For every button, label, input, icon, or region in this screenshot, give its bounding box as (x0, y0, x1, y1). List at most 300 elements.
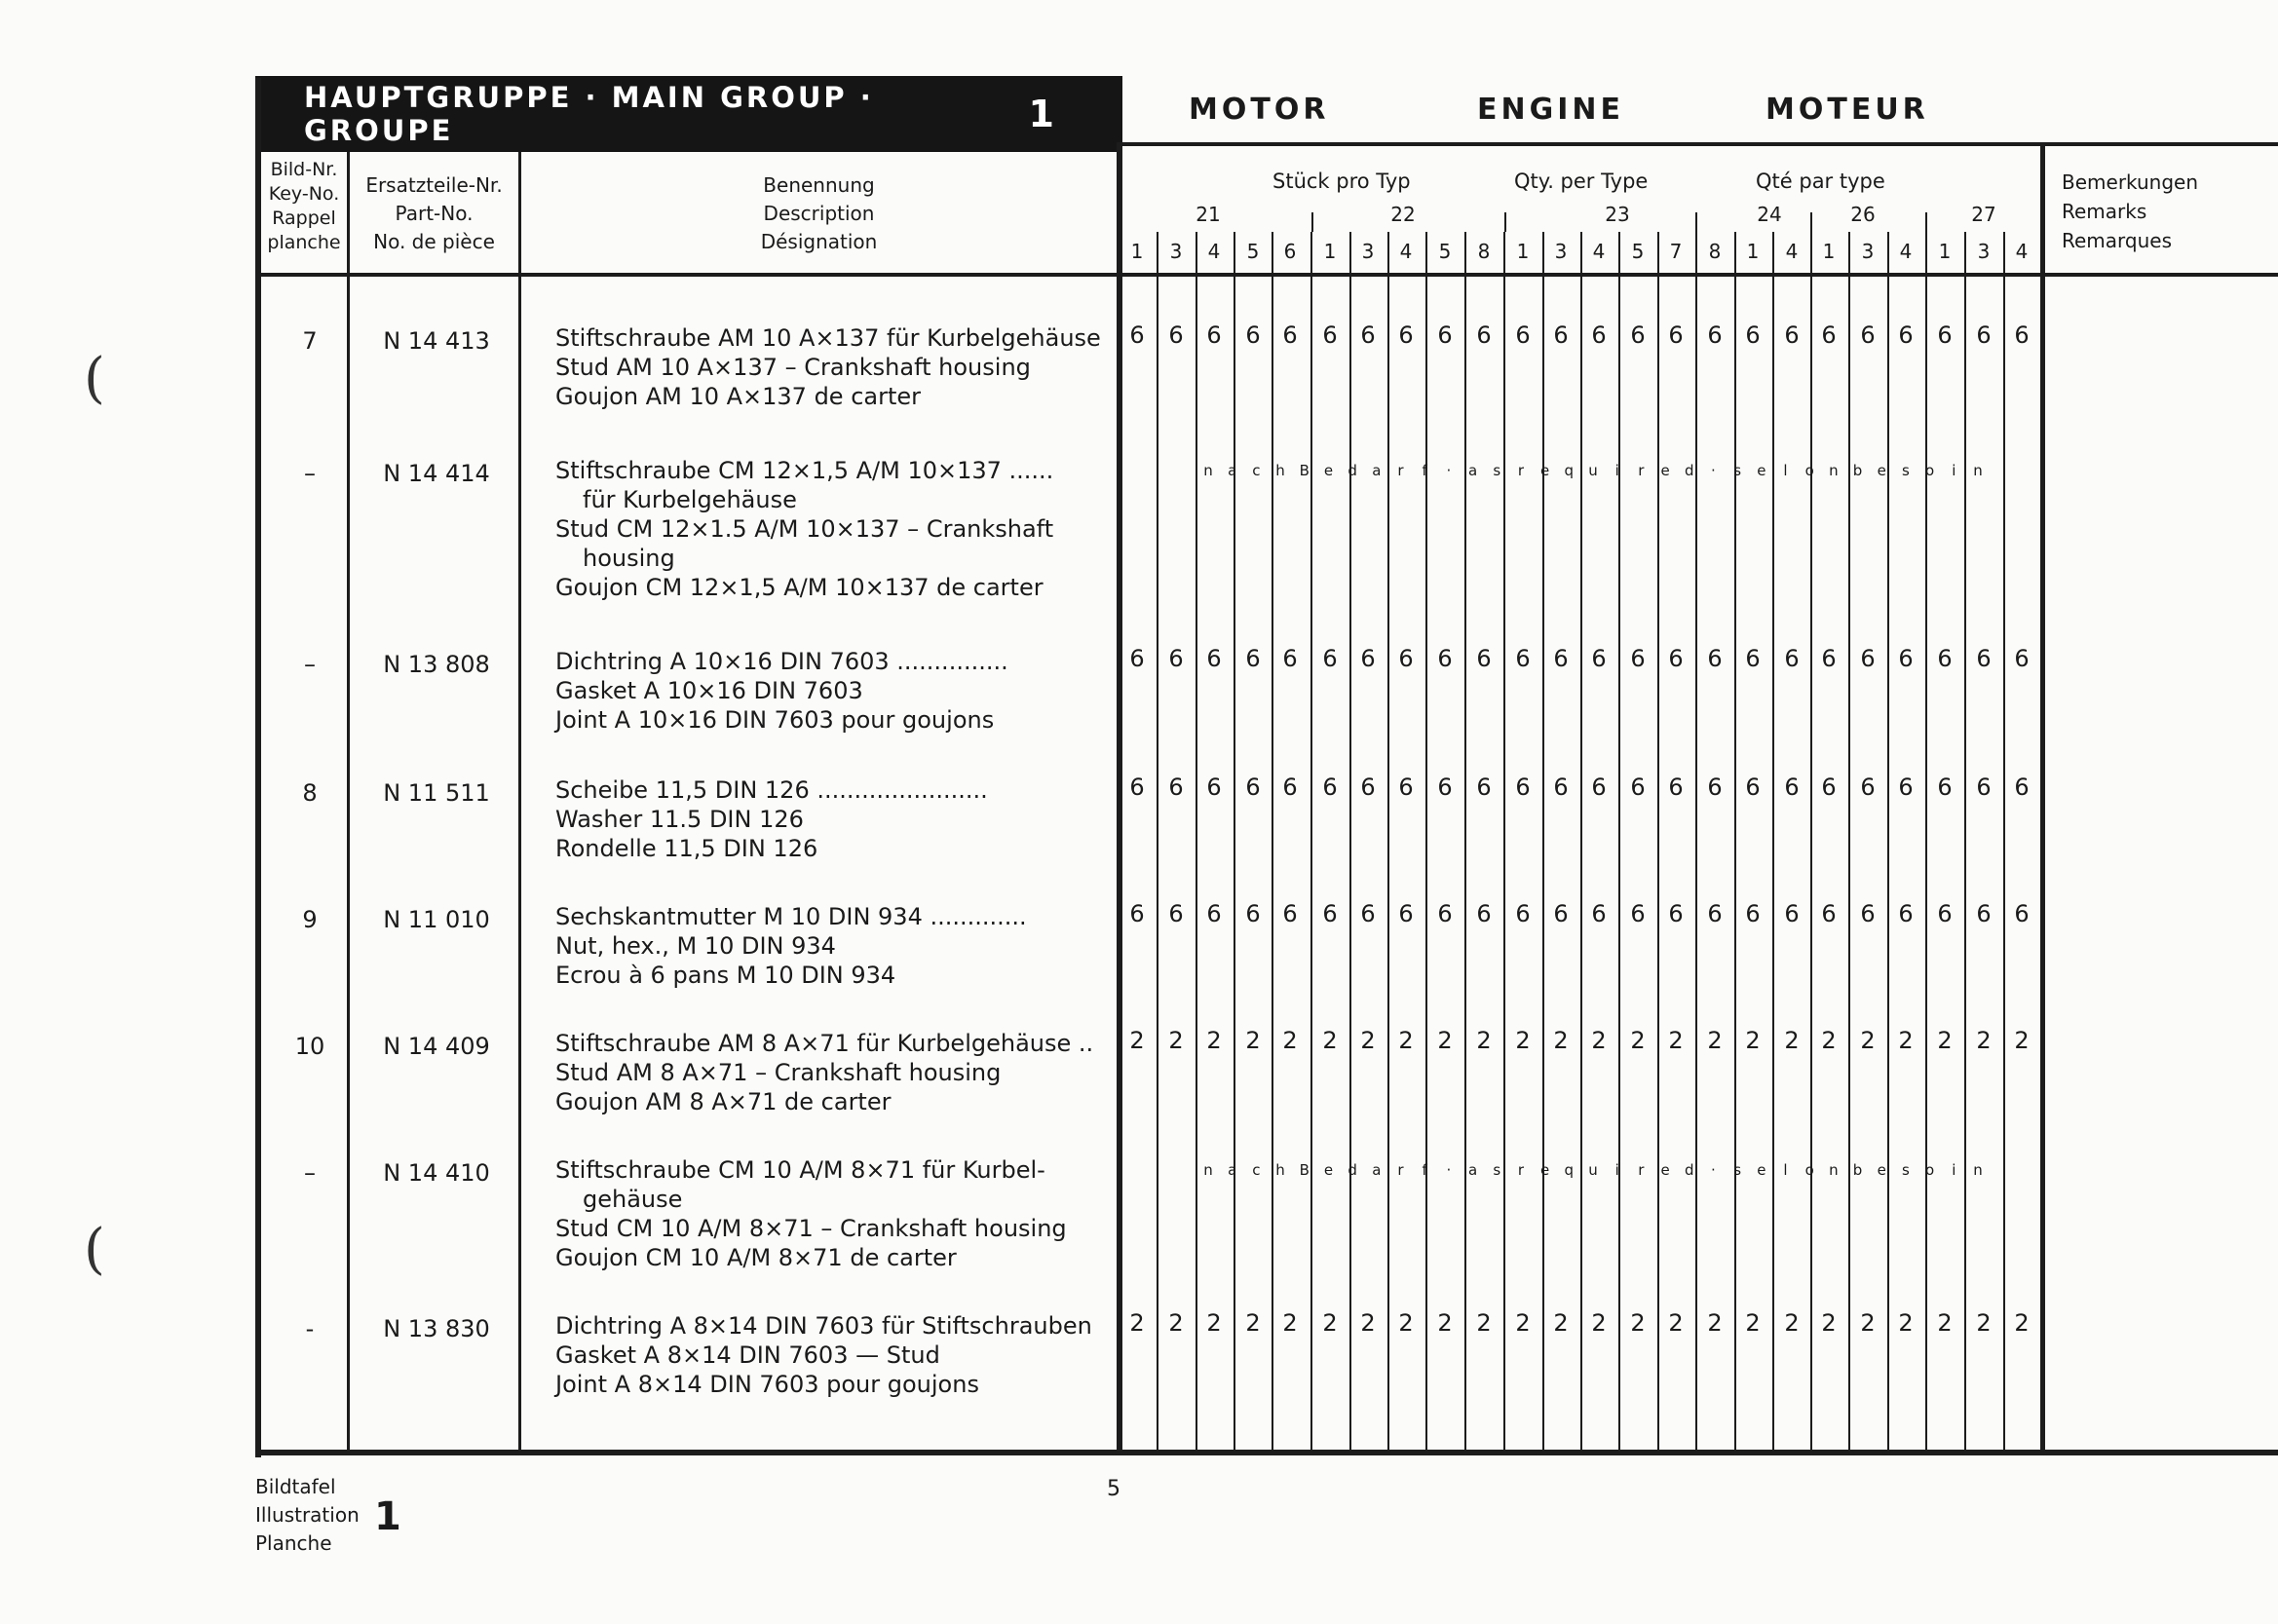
as-required-letter: f (1422, 462, 1427, 479)
type-group-separator (1695, 212, 1697, 232)
header-part: Ersatzteile-Nr. Part-No. No. de pièce (365, 173, 503, 253)
key-number: 8 (302, 779, 318, 807)
header-qty-en: Qty. per Type (1514, 170, 1649, 193)
as-required-letter: e (1660, 1161, 1670, 1179)
type-subcolumn: 4 (1207, 240, 1221, 263)
type-subcolumn: 4 (1399, 240, 1413, 263)
quantity-cell: 6 (1821, 774, 1837, 801)
quantity-cell: 6 (1245, 900, 1261, 927)
quantity-cell: 6 (1129, 774, 1145, 801)
quantity-cell: 2 (1860, 1027, 1876, 1054)
as-required-letter: e (1660, 462, 1670, 479)
quantity-cell: 6 (1821, 900, 1837, 927)
as-required-letter: c (1252, 462, 1261, 479)
subcolumn-separator (1964, 232, 1966, 1452)
type-group-27: 27 (1971, 203, 1996, 226)
quantity-cell: 2 (1206, 1309, 1222, 1337)
quantity-cell: 6 (1784, 321, 1800, 349)
quantity-cell: 2 (1398, 1309, 1414, 1337)
quantity-cell: 6 (1206, 645, 1222, 672)
title-de: MOTOR (1189, 93, 1330, 127)
as-required-letter: o (1804, 462, 1814, 479)
subcolumn-separator (1310, 232, 1312, 1452)
quantity-cell: 6 (1129, 321, 1145, 349)
subcolumn-separator (1196, 232, 1197, 1452)
as-required-letter: o (1804, 1161, 1814, 1179)
as-required-letter: n (1829, 1161, 1839, 1179)
as-required-letter: n (1203, 1161, 1213, 1179)
as-required-letter: s (1493, 462, 1501, 479)
description-line: gehäuse (583, 1186, 683, 1213)
type-subcolumn: 1 (1323, 240, 1337, 263)
quantity-cell: 2 (1360, 1309, 1376, 1337)
quantity-cell: 6 (1282, 900, 1298, 927)
quantity-cell: 6 (1476, 774, 1492, 801)
quantity-cell: 6 (1245, 645, 1261, 672)
quantity-cell: 6 (1360, 900, 1376, 927)
as-required-letter: e (1323, 462, 1334, 479)
part-number: N 11 511 (383, 779, 490, 807)
description-line: Stiftschraube AM 10 A×137 für Kurbelgehäuse (555, 324, 1101, 352)
as-required-letter: e (1877, 462, 1886, 479)
quantity-cell: 6 (1860, 774, 1876, 801)
description-line: Nut, hex., M 10 DIN 934 (555, 932, 836, 960)
quantity-cell: 6 (1630, 900, 1646, 927)
subcolumn-separator (1618, 232, 1620, 1452)
quantity-cell: 6 (1206, 774, 1222, 801)
as-required-letter: b (1852, 1161, 1863, 1179)
as-required-letter: e (1323, 1161, 1334, 1179)
as-required-letter: e (1540, 462, 1550, 479)
as-required-letter: i (1614, 462, 1619, 479)
type-subcolumn: 1 (1938, 240, 1952, 263)
quantity-cell: 6 (1206, 321, 1222, 349)
subcolumn-separator (1542, 232, 1544, 1452)
quantity-cell: 6 (1553, 774, 1569, 801)
as-required-letter: d (1684, 1161, 1694, 1179)
quantity-cell: 6 (1784, 774, 1800, 801)
quantity-cell: 2 (1360, 1027, 1376, 1054)
quantity-cell: 6 (1937, 774, 1953, 801)
quantity-cell: 6 (1245, 321, 1261, 349)
subcolumn-separator (2003, 232, 2005, 1452)
part-description (555, 902, 1111, 990)
quantity-cell: 6 (1282, 645, 1298, 672)
part-number: N 14 413 (383, 327, 490, 355)
quantity-cell: 6 (1553, 645, 1569, 672)
key-number: – (304, 651, 316, 678)
as-required-letter: r (1638, 462, 1645, 479)
quantity-cell: 6 (1129, 900, 1145, 927)
quantity-cell: 6 (1515, 774, 1531, 801)
quantity-cell: 6 (1553, 900, 1569, 927)
as-required-letter: u (1588, 462, 1598, 479)
quantity-cell: 2 (1937, 1027, 1953, 1054)
quantity-cell: 2 (1553, 1027, 1569, 1054)
type-group-separator (1810, 212, 1812, 232)
type-subcolumn: 7 (1669, 240, 1683, 263)
type-group-separator (1925, 212, 1927, 232)
as-required-letter: d (1348, 462, 1357, 479)
quantity-cell: 6 (1668, 774, 1684, 801)
as-required-letter: s (1902, 1161, 1910, 1179)
quantity-cell: 2 (1976, 1309, 1992, 1337)
as-required-letter: f (1422, 1161, 1427, 1179)
as-required-letter: a (1228, 1161, 1237, 1179)
subcolumn-separator (1157, 232, 1158, 1452)
as-required-letter: r (1397, 1161, 1404, 1179)
quantity-cell: 6 (1437, 900, 1453, 927)
quantity-cell: 6 (2014, 321, 2030, 349)
subcolumn-separator (1848, 232, 1850, 1452)
quantity-cell: 6 (1976, 774, 1992, 801)
quantity-cell: 6 (1168, 774, 1184, 801)
as-required-letter: s (1493, 1161, 1501, 1179)
quantity-cell: 6 (1707, 900, 1723, 927)
description-line: Sechskantmutter M 10 DIN 934 ............. (555, 903, 1027, 930)
as-required-letter: b (1852, 462, 1863, 479)
quantity-cell: 6 (1784, 645, 1800, 672)
quantity-cell: 2 (1591, 1027, 1607, 1054)
title-fr: MOTEUR (1765, 93, 1929, 127)
quantity-cell: 6 (1860, 321, 1876, 349)
key-number: 7 (302, 327, 318, 355)
as-required-letter: r (1517, 1161, 1525, 1179)
key-number: – (304, 460, 316, 487)
quantity-cell: 6 (1476, 900, 1492, 927)
as-required-letter: s (1902, 462, 1910, 479)
as-required-letter: d (1348, 1161, 1357, 1179)
quantity-cell: 6 (1437, 321, 1453, 349)
type-subcolumn: 3 (1977, 240, 1991, 263)
part-description (555, 647, 1111, 735)
quantity-cell: 2 (1898, 1309, 1914, 1337)
quantity-cell: 6 (1322, 321, 1338, 349)
type-subcolumn: 3 (1169, 240, 1183, 263)
subcolumn-separator (1234, 232, 1235, 1452)
type-subcolumn: 5 (1246, 240, 1260, 263)
quantity-cell: 6 (1630, 645, 1646, 672)
quantity-cell: 2 (1437, 1027, 1453, 1054)
subcolumn-separator (1695, 232, 1697, 1452)
description-line: für Kurbelgehäuse (583, 486, 797, 513)
key-number: - (305, 1315, 315, 1342)
quantity-cell: 6 (1668, 900, 1684, 927)
part-description (555, 1155, 1111, 1272)
quantity-cell: 6 (1591, 321, 1607, 349)
as-required-letter: B (1299, 1161, 1310, 1179)
subcolumn-separator (1925, 232, 1927, 1452)
type-subcolumn: 1 (1516, 240, 1530, 263)
type-subcolumn: 8 (1477, 240, 1491, 263)
description-line: Goujon AM 8 A×71 de carter (555, 1088, 892, 1115)
quantity-cell: 6 (1282, 774, 1298, 801)
header-key: Bild-Nr. Key-No. Rappel planche (267, 159, 341, 253)
subcolumn-separator (1734, 232, 1736, 1452)
main-group-number: 1 (1028, 93, 1054, 135)
quantity-cell: 6 (1168, 321, 1184, 349)
quantity-cell: 2 (2014, 1309, 2030, 1337)
part-number: N 14 414 (383, 460, 490, 487)
quantity-cell: 6 (1821, 321, 1837, 349)
quantity-cell: 6 (1707, 774, 1723, 801)
type-group-separator (1311, 212, 1313, 232)
quantity-cell: 6 (1898, 645, 1914, 672)
header-qty-de: Stück pro Typ (1272, 170, 1411, 193)
subcolumn-separator (1387, 232, 1389, 1452)
quantity-cell: 6 (1322, 900, 1338, 927)
quantity-cell: 6 (1976, 900, 1992, 927)
quantity-cell: 2 (1245, 1309, 1261, 1337)
type-subcolumn: 3 (1554, 240, 1568, 263)
description-line: Stiftschraube CM 10 A/M 8×71 für Kurbel- (555, 1156, 1045, 1184)
quantity-cell: 2 (1437, 1309, 1453, 1337)
as-required-letter: s (1733, 462, 1742, 479)
part-number: N 14 410 (383, 1159, 490, 1187)
as-required-letter: q (1564, 1161, 1575, 1179)
quantity-cell: 2 (1245, 1027, 1261, 1054)
quantity-cell: 6 (1591, 900, 1607, 927)
subcolumn-separator (1657, 232, 1659, 1452)
subcolumn-separator (1272, 232, 1273, 1452)
quantity-cell: 2 (1168, 1027, 1184, 1054)
quantity-cell: 6 (1707, 321, 1723, 349)
as-required-letter: d (1684, 462, 1694, 479)
type-group-26: 26 (1850, 203, 1876, 226)
quantity-cell: 6 (1437, 774, 1453, 801)
as-required-letter: · (1711, 1161, 1716, 1179)
quantity-cell: 6 (1937, 900, 1953, 927)
as-required-letter: a (1228, 462, 1237, 479)
type-subcolumn: 4 (2015, 240, 2029, 263)
quantity-cell: 2 (1282, 1027, 1298, 1054)
quantity-cell: 6 (1860, 900, 1876, 927)
quantity-cell: 6 (1591, 774, 1607, 801)
subcolumn-separator (1772, 232, 1774, 1452)
quantity-cell: 2 (1515, 1309, 1531, 1337)
header-remarks: Bemerkungen Remarks Remarques (2062, 170, 2199, 252)
type-subcolumn: 3 (1861, 240, 1875, 263)
quantity-cell: 2 (1515, 1027, 1531, 1054)
quantity-cell: 2 (1745, 1309, 1761, 1337)
description-line: Goujon CM 12×1,5 A/M 10×137 de carter (555, 574, 1044, 601)
illustration-number: 1 (374, 1494, 401, 1539)
as-required-letter: n (1973, 462, 1983, 479)
type-subcolumn: 4 (1899, 240, 1913, 263)
quantity-cell: 6 (1168, 645, 1184, 672)
description-line: Stud AM 10 A×137 – Crankshaft housing (555, 354, 1031, 381)
description-line: Joint A 8×14 DIN 7603 pour goujons (555, 1371, 979, 1398)
quantity-cell: 2 (1898, 1027, 1914, 1054)
as-required-letter: n (1973, 1161, 1983, 1179)
description-line: Stud CM 10 A/M 8×71 – Crankshaft housing (555, 1215, 1067, 1242)
quantity-cell: 2 (1745, 1027, 1761, 1054)
quantity-cell: 6 (1591, 645, 1607, 672)
description-line: Dichtring A 10×16 DIN 7603 ............... (555, 648, 1008, 675)
quantity-cell: 2 (1937, 1309, 1953, 1337)
part-description (555, 456, 1111, 602)
quantity-cell: 6 (1360, 774, 1376, 801)
as-required-letter: s (1733, 1161, 1742, 1179)
quantity-cell: 6 (1245, 774, 1261, 801)
as-required-letter: l (1783, 462, 1788, 479)
quantity-cell: 6 (1937, 321, 1953, 349)
quantity-cell: 6 (1515, 321, 1531, 349)
description-line: Ecrou à 6 pans M 10 DIN 934 (555, 962, 896, 989)
part-description (555, 775, 1111, 863)
description-line: Stud CM 12×1.5 A/M 10×137 – Crankshaft (555, 515, 1054, 543)
subcolumn-separator (1810, 232, 1812, 1452)
as-required-letter: a (1467, 1161, 1478, 1179)
as-required-letter: a (1372, 1161, 1382, 1179)
description-line: Rondelle 11,5 DIN 126 (555, 835, 818, 862)
part-description (555, 323, 1111, 411)
as-required-letter: r (1517, 462, 1525, 479)
part-number: N 13 830 (383, 1315, 490, 1342)
subcolumn-separator (1887, 232, 1889, 1452)
quantity-cell: 6 (1898, 900, 1914, 927)
quantity-cell: 6 (1707, 645, 1723, 672)
quantity-cell: 2 (1821, 1309, 1837, 1337)
as-required-letter: e (1540, 1161, 1550, 1179)
quantity-cell: 2 (1168, 1309, 1184, 1337)
part-description (555, 1311, 1111, 1399)
quantity-cell: 6 (1553, 321, 1569, 349)
type-subcolumn: 1 (1130, 240, 1144, 263)
quantity-cell: 6 (1398, 900, 1414, 927)
type-subcolumn: 4 (1785, 240, 1799, 263)
quantity-cell: 6 (2014, 774, 2030, 801)
subcolumn-separator (1422, 232, 1427, 1452)
quantity-cell: 6 (1745, 900, 1761, 927)
key-number: – (304, 1159, 316, 1187)
quantity-cell: 2 (1630, 1309, 1646, 1337)
subcolumn-separator (1580, 232, 1582, 1452)
as-required-letter: i (1952, 1161, 1956, 1179)
main-group-title: HAUPTGRUPPE · MAIN GROUP · GROUPE (304, 81, 874, 147)
quantity-cell: 2 (1630, 1027, 1646, 1054)
quantity-cell: 6 (1282, 321, 1298, 349)
part-description (555, 1029, 1111, 1116)
quantity-cell: 2 (1707, 1309, 1723, 1337)
quantity-cell: 2 (1476, 1027, 1492, 1054)
page-number: 5 (1107, 1477, 1120, 1501)
description-line: Washer 11.5 DIN 126 (555, 806, 804, 833)
as-required-letter: r (1397, 462, 1404, 479)
quantity-cell: 2 (1476, 1309, 1492, 1337)
type-group-separator (1504, 212, 1506, 232)
quantity-cell: 6 (1476, 321, 1492, 349)
quantity-cell: 2 (1322, 1027, 1338, 1054)
as-required-letter: e (1757, 462, 1766, 479)
description-line: Stud AM 8 A×71 – Crankshaft housing (555, 1059, 1002, 1086)
subcolumn-separator (1349, 232, 1351, 1452)
quantity-cell: 6 (1668, 321, 1684, 349)
quantity-cell: 2 (1282, 1309, 1298, 1337)
description-line: housing (583, 545, 675, 572)
as-required-letter: e (1757, 1161, 1766, 1179)
as-required-letter: h (1275, 462, 1285, 479)
as-required-letter: i (1614, 1161, 1619, 1179)
margin-paren-top: ( (84, 347, 105, 410)
type-subcolumn: 8 (1708, 240, 1722, 263)
type-subcolumn: 6 (1283, 240, 1297, 263)
quantity-cell: 2 (1668, 1027, 1684, 1054)
description-line: Scheibe 11,5 DIN 126 ....................... (555, 776, 988, 804)
description-line: Dichtring A 8×14 DIN 7603 für Stiftschrauben (555, 1312, 1092, 1340)
quantity-cell: 6 (1398, 645, 1414, 672)
description-line: Goujon AM 10 A×137 de carter (555, 383, 922, 410)
quantity-cell: 2 (2014, 1027, 2030, 1054)
type-subcolumn: 5 (1438, 240, 1452, 263)
quantity-cell: 6 (1206, 900, 1222, 927)
description-line: Stiftschraube AM 8 A×71 für Kurbelgehäuse .. (555, 1030, 1094, 1057)
quantity-cell: 2 (1553, 1309, 1569, 1337)
quantity-cell: 2 (1129, 1027, 1145, 1054)
quantity-cell: 6 (1976, 645, 1992, 672)
quantity-cell: 6 (2014, 900, 2030, 927)
quantity-cell: 6 (1630, 774, 1646, 801)
description-line: Gasket A 10×16 DIN 7603 (555, 677, 863, 704)
quantity-cell: 6 (1898, 321, 1914, 349)
quantity-cell: 2 (1668, 1309, 1684, 1337)
description-line: Gasket A 8×14 DIN 7603 — Stud (555, 1341, 940, 1369)
as-required-letter: a (1372, 462, 1382, 479)
as-required-letter: a (1467, 462, 1478, 479)
as-required-letter: r (1638, 1161, 1645, 1179)
type-subcolumn: 3 (1361, 240, 1375, 263)
part-number: N 13 808 (383, 651, 490, 678)
quantity-cell: 6 (1745, 645, 1761, 672)
type-group-21: 21 (1196, 203, 1221, 226)
quantity-cell: 6 (1360, 321, 1376, 349)
as-required-letter: · (1711, 462, 1716, 479)
quantity-cell: 6 (1437, 645, 1453, 672)
as-required-letter: c (1252, 1161, 1261, 1179)
description-line: Joint A 10×16 DIN 7603 pour goujons (555, 706, 995, 734)
quantity-cell: 2 (1784, 1309, 1800, 1337)
quantity-cell: 2 (1784, 1027, 1800, 1054)
subcolumn-separator (1464, 232, 1466, 1452)
quantity-cell: 2 (1976, 1027, 1992, 1054)
as-required-letter: l (1783, 1161, 1788, 1179)
quantity-cell: 6 (1360, 645, 1376, 672)
part-number: N 11 010 (383, 906, 490, 933)
quantity-cell: 6 (1168, 900, 1184, 927)
quantity-cell: 6 (1821, 645, 1837, 672)
as-required-letter: · (1446, 462, 1452, 479)
quantity-cell: 6 (1515, 900, 1531, 927)
quantity-cell: 2 (1821, 1027, 1837, 1054)
type-subcolumn: 1 (1746, 240, 1760, 263)
key-number: 9 (302, 906, 318, 933)
title-en: ENGINE (1477, 93, 1624, 127)
description-line: Stiftschraube CM 12×1,5 A/M 10×137 ...... (555, 457, 1054, 484)
quantity-cell: 2 (1707, 1027, 1723, 1054)
quantity-cell: 6 (1937, 645, 1953, 672)
quantity-cell: 2 (1860, 1309, 1876, 1337)
quantity-cell: 6 (1630, 321, 1646, 349)
quantity-cell: 6 (1129, 645, 1145, 672)
as-required-letter: u (1588, 1161, 1598, 1179)
quantity-cell: 6 (1745, 774, 1761, 801)
type-group-24: 24 (1757, 203, 1782, 226)
quantity-cell: 6 (1322, 774, 1338, 801)
main-group-banner (255, 76, 1122, 152)
quantity-cell: 6 (1668, 645, 1684, 672)
type-subcolumn: 1 (1822, 240, 1836, 263)
subcolumn-separator (1503, 232, 1505, 1452)
